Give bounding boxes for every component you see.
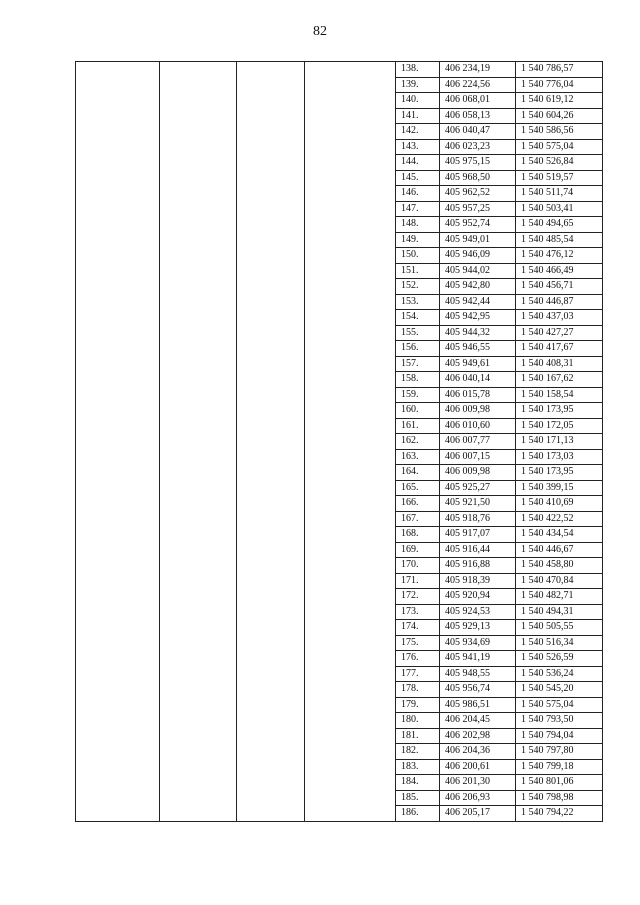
point-number-cell: 138.: [396, 62, 440, 78]
point-number-cell: 154.: [396, 310, 440, 326]
y-coordinate-cell: 1 540 536,24: [516, 666, 603, 682]
point-number-cell: 155.: [396, 325, 440, 341]
point-number-cell: 176.: [396, 651, 440, 667]
empty-merged-cell: [305, 62, 396, 822]
x-coordinate-cell: 405 957,25: [440, 201, 516, 217]
x-coordinate-cell: 405 941,19: [440, 651, 516, 667]
x-coordinate-cell: 405 944,32: [440, 325, 516, 341]
x-coordinate-cell: 406 040,47: [440, 124, 516, 140]
point-number-cell: 177.: [396, 666, 440, 682]
x-coordinate-cell: 405 949,61: [440, 356, 516, 372]
y-coordinate-cell: 1 540 526,84: [516, 155, 603, 171]
point-number-cell: 171.: [396, 573, 440, 589]
x-coordinate-cell: 406 058,13: [440, 108, 516, 124]
y-coordinate-cell: 1 540 797,80: [516, 744, 603, 760]
point-number-cell: 149.: [396, 232, 440, 248]
y-coordinate-cell: 1 540 786,57: [516, 62, 603, 78]
point-number-cell: 174.: [396, 620, 440, 636]
point-number-cell: 175.: [396, 635, 440, 651]
x-coordinate-cell: 405 944,02: [440, 263, 516, 279]
point-number-cell: 185.: [396, 790, 440, 806]
point-number-cell: 173.: [396, 604, 440, 620]
page-number: 82: [313, 24, 327, 39]
point-number-cell: 172.: [396, 589, 440, 605]
y-coordinate-cell: 1 540 494,31: [516, 604, 603, 620]
point-number-cell: 157.: [396, 356, 440, 372]
point-number-cell: 164.: [396, 465, 440, 481]
y-coordinate-cell: 1 540 476,12: [516, 248, 603, 264]
point-number-cell: 163.: [396, 449, 440, 465]
y-coordinate-cell: 1 540 586,56: [516, 124, 603, 140]
x-coordinate-cell: 406 201,30: [440, 775, 516, 791]
x-coordinate-cell: 406 007,77: [440, 434, 516, 450]
x-coordinate-cell: 405 952,74: [440, 217, 516, 233]
x-coordinate-cell: 405 925,27: [440, 480, 516, 496]
x-coordinate-cell: 405 946,09: [440, 248, 516, 264]
y-coordinate-cell: 1 540 437,03: [516, 310, 603, 326]
y-coordinate-cell: 1 540 466,49: [516, 263, 603, 279]
coordinates-table-body: [76, 62, 603, 822]
table-row: [76, 62, 603, 78]
x-coordinate-cell: 405 942,80: [440, 279, 516, 295]
y-coordinate-cell: 1 540 173,95: [516, 465, 603, 481]
empty-merged-cell: [76, 62, 160, 822]
y-coordinate-cell: 1 540 511,74: [516, 186, 603, 202]
y-coordinate-cell: 1 540 801,06: [516, 775, 603, 791]
x-coordinate-cell: 405 948,55: [440, 666, 516, 682]
point-number-cell: 165.: [396, 480, 440, 496]
x-coordinate-cell: 405 946,55: [440, 341, 516, 357]
x-coordinate-cell: 405 934,69: [440, 635, 516, 651]
y-coordinate-cell: 1 540 446,87: [516, 294, 603, 310]
point-number-cell: 141.: [396, 108, 440, 124]
point-number-cell: 167.: [396, 511, 440, 527]
x-coordinate-cell: 406 040,14: [440, 372, 516, 388]
x-coordinate-cell: 405 956,74: [440, 682, 516, 698]
point-number-cell: 153.: [396, 294, 440, 310]
point-number-cell: 143.: [396, 139, 440, 155]
point-number-cell: 158.: [396, 372, 440, 388]
y-coordinate-cell: 1 540 619,12: [516, 93, 603, 109]
y-coordinate-cell: 1 540 171,13: [516, 434, 603, 450]
y-coordinate-cell: 1 540 167,62: [516, 372, 603, 388]
y-coordinate-cell: 1 540 470,84: [516, 573, 603, 589]
point-number-cell: 140.: [396, 93, 440, 109]
x-coordinate-cell: 406 205,17: [440, 806, 516, 822]
y-coordinate-cell: 1 540 776,04: [516, 77, 603, 93]
point-number-cell: 179.: [396, 697, 440, 713]
point-number-cell: 142.: [396, 124, 440, 140]
point-number-cell: 184.: [396, 775, 440, 791]
x-coordinate-cell: 405 924,53: [440, 604, 516, 620]
y-coordinate-cell: 1 540 158,54: [516, 387, 603, 403]
point-number-cell: 170.: [396, 558, 440, 574]
x-coordinate-cell: 405 917,07: [440, 527, 516, 543]
point-number-cell: 145.: [396, 170, 440, 186]
y-coordinate-cell: 1 540 427,27: [516, 325, 603, 341]
x-coordinate-cell: 406 023,23: [440, 139, 516, 155]
point-number-cell: 147.: [396, 201, 440, 217]
point-number-cell: 178.: [396, 682, 440, 698]
y-coordinate-cell: 1 540 794,22: [516, 806, 603, 822]
y-coordinate-cell: 1 540 456,71: [516, 279, 603, 295]
point-number-cell: 166.: [396, 496, 440, 512]
y-coordinate-cell: 1 540 604,26: [516, 108, 603, 124]
y-coordinate-cell: 1 540 519,57: [516, 170, 603, 186]
x-coordinate-cell: 406 009,98: [440, 465, 516, 481]
point-number-cell: 159.: [396, 387, 440, 403]
x-coordinate-cell: 406 234,19: [440, 62, 516, 78]
x-coordinate-cell: 405 975,15: [440, 155, 516, 171]
point-number-cell: 183.: [396, 759, 440, 775]
empty-merged-cell: [237, 62, 305, 822]
y-coordinate-cell: 1 540 408,31: [516, 356, 603, 372]
y-coordinate-cell: 1 540 434,54: [516, 527, 603, 543]
y-coordinate-cell: 1 540 482,71: [516, 589, 603, 605]
point-number-cell: 156.: [396, 341, 440, 357]
x-coordinate-cell: 405 921,50: [440, 496, 516, 512]
point-number-cell: 182.: [396, 744, 440, 760]
point-number-cell: 144.: [396, 155, 440, 171]
y-coordinate-cell: 1 540 545,20: [516, 682, 603, 698]
y-coordinate-cell: 1 540 399,15: [516, 480, 603, 496]
y-coordinate-cell: 1 540 173,03: [516, 449, 603, 465]
y-coordinate-cell: 1 540 799,18: [516, 759, 603, 775]
x-coordinate-cell: 406 068,01: [440, 93, 516, 109]
point-number-cell: 186.: [396, 806, 440, 822]
y-coordinate-cell: 1 540 485,54: [516, 232, 603, 248]
x-coordinate-cell: 405 942,44: [440, 294, 516, 310]
point-number-cell: 151.: [396, 263, 440, 279]
x-coordinate-cell: 406 206,93: [440, 790, 516, 806]
x-coordinate-cell: 406 015,78: [440, 387, 516, 403]
x-coordinate-cell: 406 224,56: [440, 77, 516, 93]
x-coordinate-cell: 406 204,36: [440, 744, 516, 760]
point-number-cell: 150.: [396, 248, 440, 264]
y-coordinate-cell: 1 540 794,04: [516, 728, 603, 744]
x-coordinate-cell: 406 200,61: [440, 759, 516, 775]
y-coordinate-cell: 1 540 526,59: [516, 651, 603, 667]
y-coordinate-cell: 1 540 575,04: [516, 697, 603, 713]
x-coordinate-cell: 405 918,39: [440, 573, 516, 589]
x-coordinate-cell: 405 949,01: [440, 232, 516, 248]
y-coordinate-cell: 1 540 172,05: [516, 418, 603, 434]
x-coordinate-cell: 406 202,98: [440, 728, 516, 744]
x-coordinate-cell: 405 918,76: [440, 511, 516, 527]
y-coordinate-cell: 1 540 410,69: [516, 496, 603, 512]
coordinates-table: [75, 61, 603, 822]
x-coordinate-cell: 405 916,88: [440, 558, 516, 574]
y-coordinate-cell: 1 540 505,55: [516, 620, 603, 636]
point-number-cell: 148.: [396, 217, 440, 233]
point-number-cell: 161.: [396, 418, 440, 434]
x-coordinate-cell: 405 920,94: [440, 589, 516, 605]
x-coordinate-cell: 406 204,45: [440, 713, 516, 729]
y-coordinate-cell: 1 540 503,41: [516, 201, 603, 217]
x-coordinate-cell: 405 942,95: [440, 310, 516, 326]
y-coordinate-cell: 1 540 173,95: [516, 403, 603, 419]
x-coordinate-cell: 405 929,13: [440, 620, 516, 636]
y-coordinate-cell: 1 540 516,34: [516, 635, 603, 651]
point-number-cell: 168.: [396, 527, 440, 543]
point-number-cell: 180.: [396, 713, 440, 729]
x-coordinate-cell: 405 986,51: [440, 697, 516, 713]
y-coordinate-cell: 1 540 798,98: [516, 790, 603, 806]
y-coordinate-cell: 1 540 422,52: [516, 511, 603, 527]
empty-merged-cell: [160, 62, 237, 822]
point-number-cell: 169.: [396, 542, 440, 558]
point-number-cell: 162.: [396, 434, 440, 450]
point-number-cell: 160.: [396, 403, 440, 419]
y-coordinate-cell: 1 540 575,04: [516, 139, 603, 155]
point-number-cell: 181.: [396, 728, 440, 744]
point-number-cell: 152.: [396, 279, 440, 295]
y-coordinate-cell: 1 540 793,50: [516, 713, 603, 729]
x-coordinate-cell: 405 968,50: [440, 170, 516, 186]
y-coordinate-cell: 1 540 446,67: [516, 542, 603, 558]
x-coordinate-cell: 406 009,98: [440, 403, 516, 419]
point-number-cell: 139.: [396, 77, 440, 93]
x-coordinate-cell: 405 916,44: [440, 542, 516, 558]
x-coordinate-cell: 406 007,15: [440, 449, 516, 465]
y-coordinate-cell: 1 540 494,65: [516, 217, 603, 233]
x-coordinate-cell: 406 010,60: [440, 418, 516, 434]
x-coordinate-cell: 405 962,52: [440, 186, 516, 202]
point-number-cell: 146.: [396, 186, 440, 202]
y-coordinate-cell: 1 540 417,67: [516, 341, 603, 357]
y-coordinate-cell: 1 540 458,80: [516, 558, 603, 574]
